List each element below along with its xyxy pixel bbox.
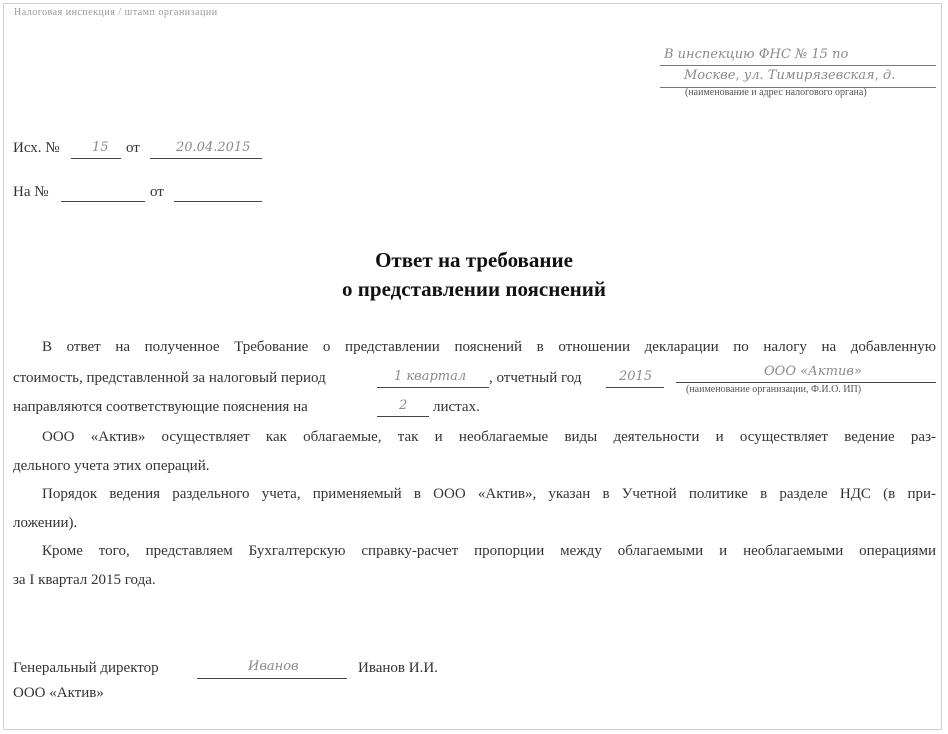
year-underline (606, 387, 664, 388)
outgoing-date-underline (150, 158, 262, 159)
document-title-line-2: о представлении пояснений (342, 277, 606, 301)
incoming-from-label: от (150, 184, 164, 200)
document-page (3, 3, 942, 730)
paragraph-1-line-2-b: , отчетный год (489, 370, 582, 386)
paragraph-3-line-2: ложении). (13, 515, 78, 531)
recipient-caption: (наименование и адрес налогового органа) (685, 87, 867, 98)
signature-mark: Иванов (248, 659, 299, 674)
recipient-line-1: В инспекцию ФНС № 15 по (664, 47, 849, 62)
paragraph-2-line-2: дельного учета этих операций. (13, 458, 210, 474)
pages-underline (377, 416, 429, 417)
paragraph-1-line-1: В ответ на полученное Требование о представлении пояснений в отношении декларации по налогу на добавленную (42, 339, 936, 355)
paragraph-2-line-1: ООО «Актив» осуществляет как облагаемые, так и необлагаемые виды деятельности и осуществляет ведение раз- (42, 429, 936, 445)
paragraph-4-line-2: за I квартал 2015 года. (13, 572, 156, 588)
outgoing-date: 20.04.2015 (176, 140, 251, 155)
org-underline (676, 382, 936, 383)
signatory-organization: ООО «Актив» (13, 685, 104, 701)
outgoing-number-underline (71, 158, 121, 159)
document-title-line-1: Ответ на требование (375, 248, 573, 272)
pages-value: 2 (399, 398, 408, 413)
period-underline (377, 387, 489, 388)
incoming-label: На № (13, 184, 49, 200)
paragraph-1-line-3-b: листах. (433, 399, 480, 415)
recipient-line-2: Москве, ул. Тимирязевская, д. (684, 68, 896, 83)
top-left-stamp: Налоговая инспекция / штамп организации (14, 7, 218, 18)
year-value: 2015 (619, 369, 653, 384)
incoming-number-underline (61, 201, 145, 202)
incoming-date-underline (174, 201, 262, 202)
paragraph-3-line-1: Порядок ведения раздельного учета, применяемый в ООО «Актив», указан в Учетной политике в разделе НДС (в при- (42, 486, 936, 502)
org-caption: (наименование организации, Ф.И.О. ИП) (686, 384, 862, 395)
paragraph-1-line-3-a: направляются соответствующие пояснения на (13, 399, 308, 415)
period-value: 1 квартал (394, 369, 467, 384)
paragraph-1-line-2-a: стоимость, представленной за налоговый период (13, 370, 326, 386)
outgoing-label: Исх. № (13, 140, 60, 156)
signatory-name: Иванов И.И. (358, 660, 438, 676)
signatory-position: Генеральный директор (13, 660, 159, 676)
outgoing-number: 15 (92, 140, 109, 155)
recipient-line-1-underline (660, 65, 936, 66)
signature-underline (197, 678, 347, 679)
outgoing-from-label: от (126, 140, 140, 156)
paragraph-4-line-1: Кроме того, представляем Бухгалтерскую справку-расчет пропорции между облагаемыми и необлагаемыми операциями (42, 543, 936, 559)
org-value: ООО «Актив» (764, 364, 862, 379)
